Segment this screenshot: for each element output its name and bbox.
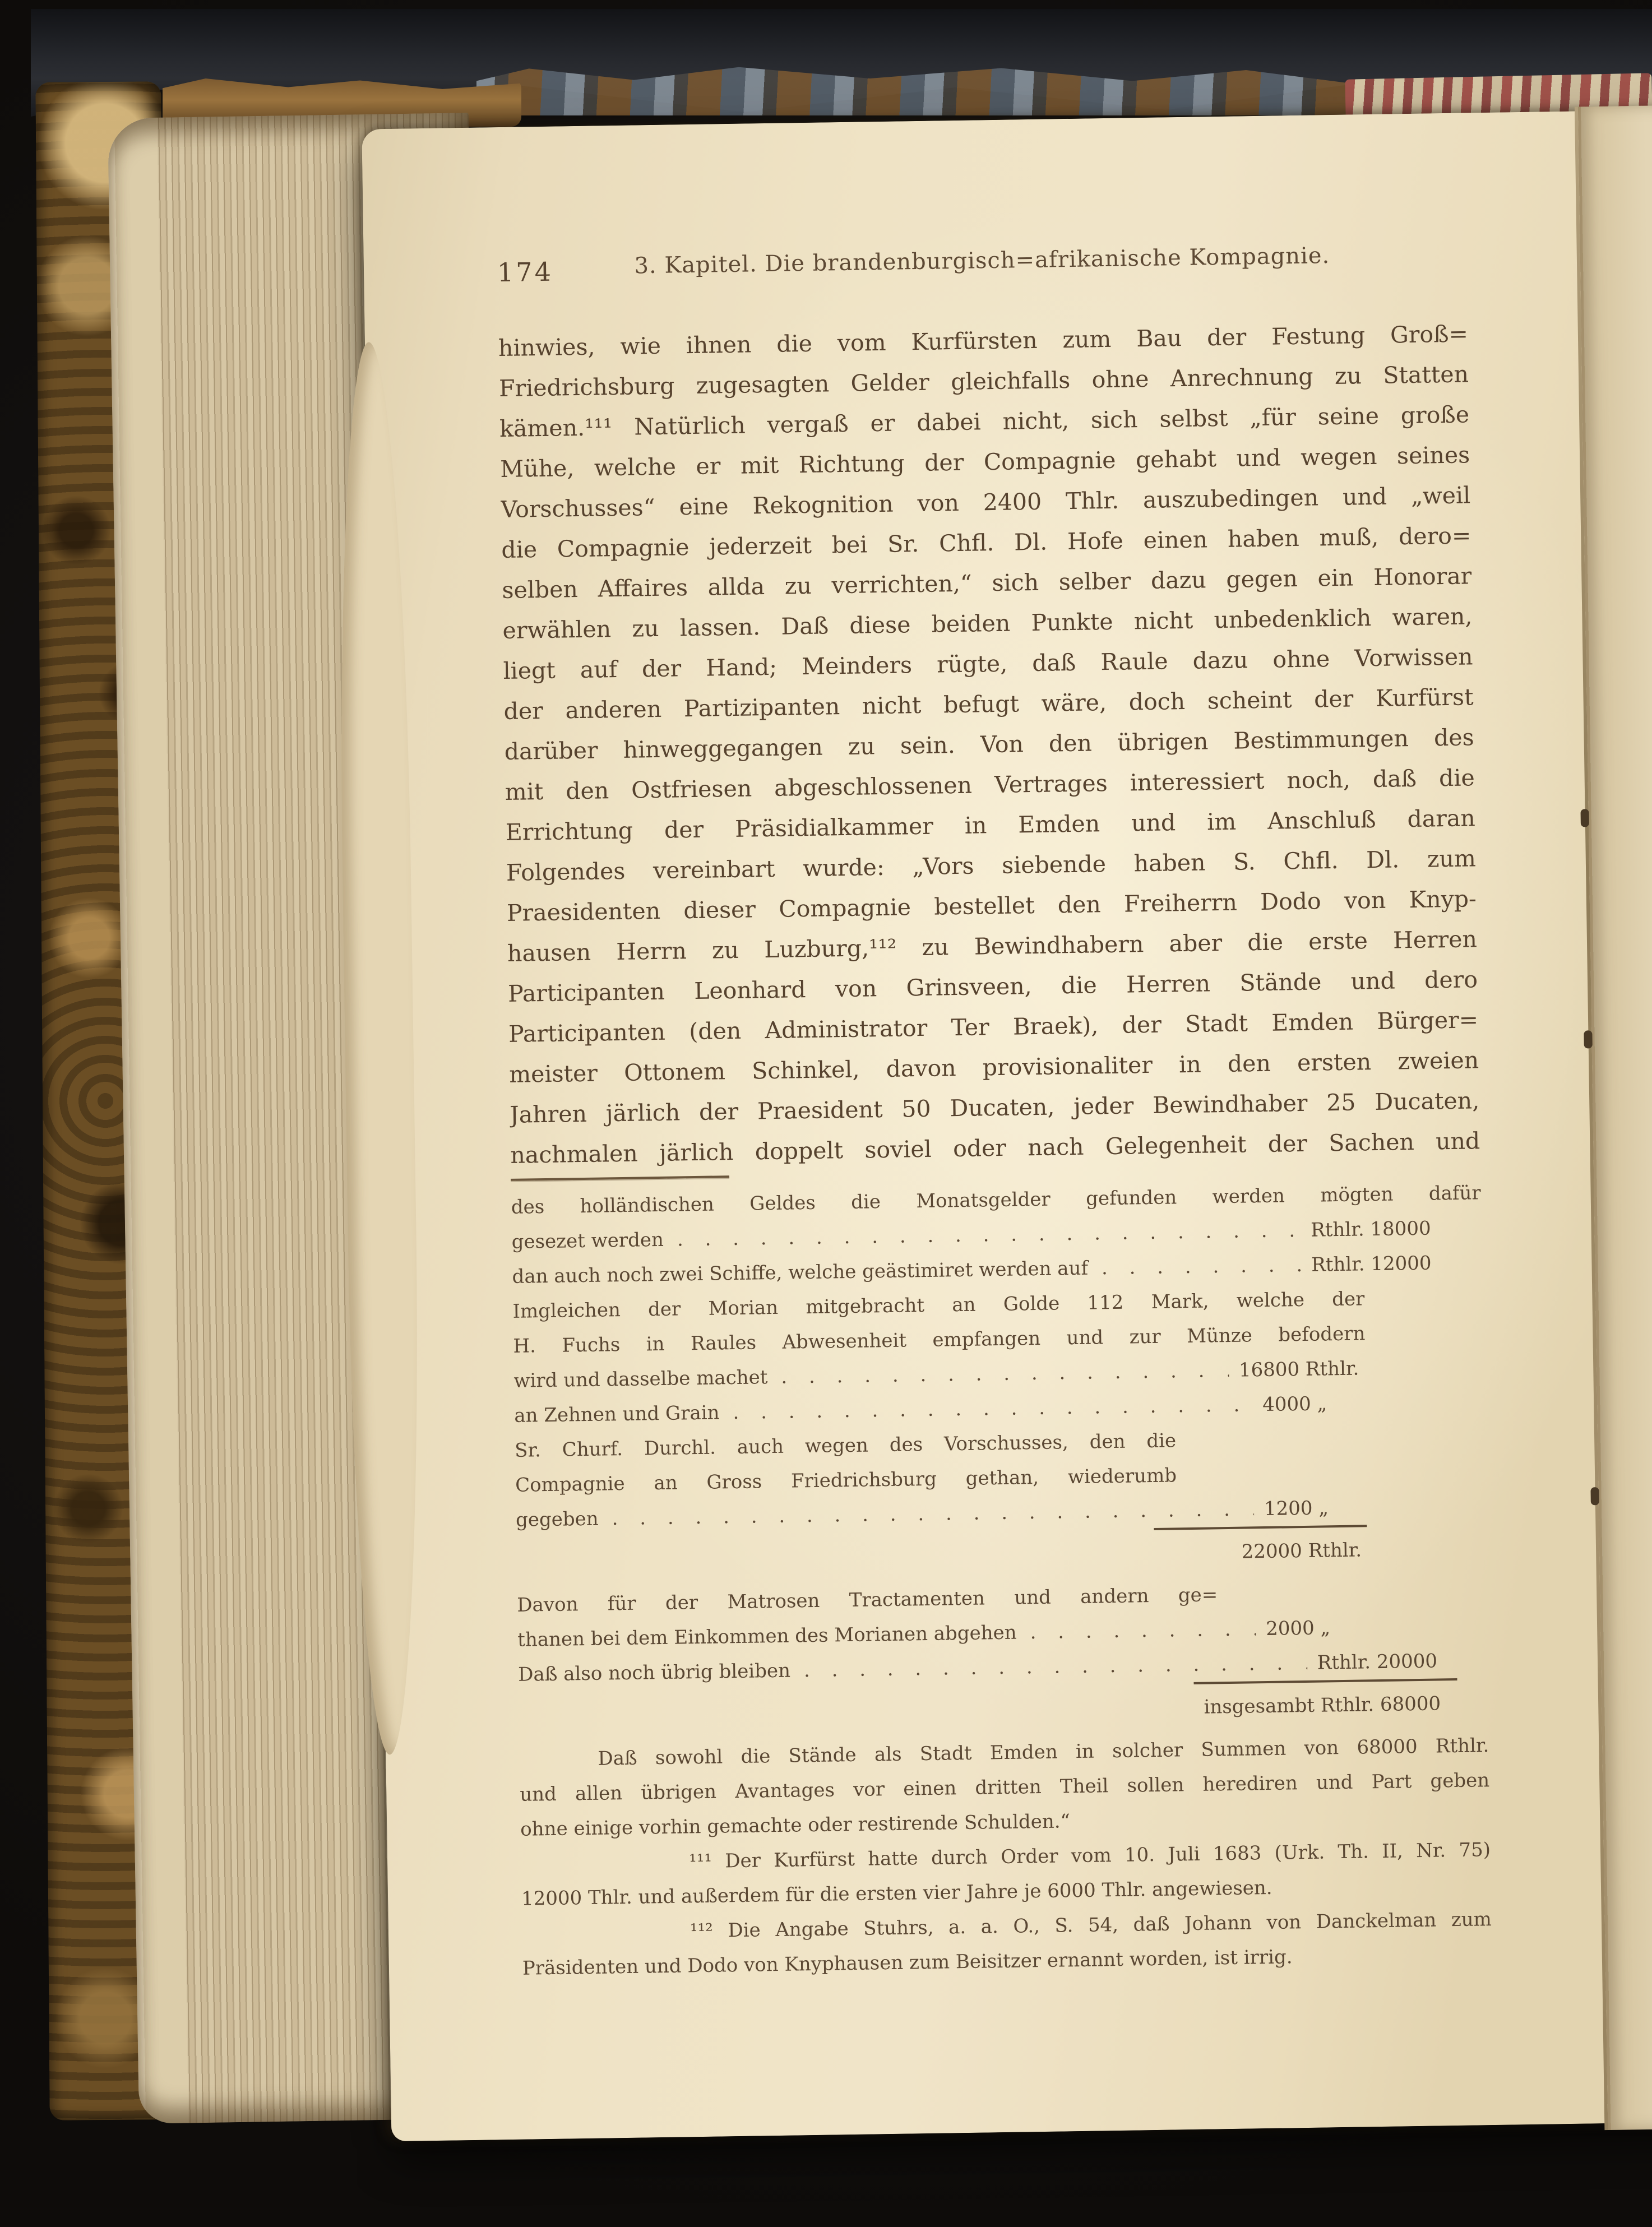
account-amount: Rthlr. 12000 [1311,1252,1432,1276]
footnote-line: ¹¹² Die Angabe Stuhrs, a. a. O., S. 54, daß Johann von Danckelman zum [690,1908,1492,1943]
body-line: selben Affaires allda zu verrichten,“ sich selber dazu gegen ein Honorar [502,562,1472,604]
footnote-block [511,1175,1492,1986]
account-amount: Rthlr. 18000 [1310,1217,1431,1242]
body-line: nachmalen järlich doppelt soviel oder nach Gelegenheit der Sachen und [510,1127,1480,1169]
dot-leader [1030,1612,1256,1650]
account-desc: thanen bei dem Einkommen des Morianen abgehen [517,1621,1017,1651]
account-desc: dan auch noch zwei Schiffe, welche geästimiret werden auf [512,1257,1089,1288]
body-line: Errichtung der Präsidialkammer in Emden und im Anschluß daran [505,804,1476,846]
body-line: mit den Ostfriesen abgeschlossenen Vertrages interessiert noch, daß die [505,764,1475,805]
book-page [362,109,1652,2141]
footnote-line: Präsidenten und Dodo von Knyphausen zum Beisitzer ernannt worden, ist irrig. [522,1946,1293,1980]
dot-leader [1102,1248,1302,1285]
account-amount: 1200 „ [1264,1497,1329,1521]
account-line: Sr. Churf. Durchl. auch wegen des Vorschusses, den die [514,1429,1177,1462]
footnote-separator-rule [511,1175,729,1181]
body-line: Participanten Leonhard von Grinsveen, die Herren Stände und dero [507,966,1478,1007]
body-line: der anderen Partizipanten nicht befugt wäre, doch scheint der Kurfürst [503,683,1474,725]
body-line: hinwies, wie ihnen die vom Kurfürsten zum Bau der Festung Groß= [498,320,1469,362]
account-line: des holländischen Geldes die Monatsgelder gefunden werden mögten dafür [511,1182,1481,1219]
account-desc: wird und dasselbe machet [513,1366,768,1392]
account-desc: an Zehnen und Grain [514,1401,720,1427]
footnote-line: Daß sowohl die Stände als Stadt Emden in solcher Summen von 68000 Rthlr. [598,1734,1489,1770]
account-desc: gegeben [515,1507,599,1531]
account-amount: 16800 Rthlr. [1238,1357,1359,1382]
body-line: die Compagnie jederzeit bei Sr. Chfl. Dl. Hofe einen haben muß, dero= [501,522,1471,564]
binding-stitch [1584,1030,1592,1048]
account-line: Compagnie an Gross Friedrichsburg gethan, wiederumb [515,1464,1177,1497]
page-number: 174 [497,256,554,288]
body-line: Participanten (den Administrator Ter Braek), der Stadt Emden Bürger= [508,1006,1479,1048]
account-desc: gesezet werden [511,1228,664,1253]
body-line: kämen.¹¹¹ Natürlich vergaß er dabei nicht, sich selbst „für seine große [499,401,1470,443]
page-content [497,240,1493,1985]
footnote-line: ¹¹¹ Der Kurfürst hatte durch Order vom 10. Juli 1683 (Urk. Th. II, Nr. 75) [688,1839,1491,1873]
account-line: Imgleichen der Morian mitgebracht an Golde 112 Mark, welche der [512,1288,1365,1323]
body-line: Jahren järlich der Praesident 50 Ducaten, jeder Bewindhaber 25 Ducaten, [509,1087,1480,1128]
account-amount: 4000 „ [1262,1392,1327,1416]
body-line: Friedrichsburg zugesagten Gelder gleichfalls ohne Anrechnung zu Statten [498,360,1469,402]
body-line: meister Ottonem Schinkel, davon provisionaliter in den ersten zweien [508,1047,1479,1088]
body-line: Mühe, welche er mit Richtung der Compagnie gehabt und wegen seines [499,441,1470,483]
page-header [497,240,1468,291]
binding-stitch [1590,1487,1599,1505]
account-total: 22000 Rthlr. [1241,1539,1362,1563]
footnote-line: ohne einige vorhin gemachte oder restirende Schulden.“ [520,1810,1071,1841]
footnote-line: 12000 Thlr. und außerdem für die ersten vier Jahre je 6000 Thlr. angewiesen. [521,1876,1272,1910]
account-total: insgesambt Rthlr. 68000 [1204,1692,1441,1719]
running-header: 3. Kapitel. Die brandenburgisch=afrikanische Kompagnie. [634,243,1330,279]
body-line: Folgendes vereinbart wurde: „Vors siebende haben S. Chfl. Dl. zum [506,845,1477,886]
footnote-line: und allen übrigen Avantages vor einen dritten Theil sollen herediren und Part geben [520,1769,1490,1806]
body-line: erwählen zu lassen. Daß diese beiden Punkte nicht unbedenklich waren, [502,603,1473,645]
body-line: Praesidenten dieser Compagnie bestellet den Freiherrn Dodo von Knyp- [506,885,1477,927]
body-line: liegt auf der Hand; Meinders rügte, daß Raule dazu ohne Vorwissen [503,643,1473,684]
account-line: Davon für der Matrosen Tractamenten und andern ge= [517,1584,1218,1617]
body-line: Vorschusses“ eine Rekognition von 2400 Thlr. auszubedingen und „weil [500,481,1471,524]
account-amount: Rthlr. 20000 [1317,1650,1438,1674]
binding-stitch [1580,809,1589,827]
account-line: H. Fuchs in Raules Abwesenheit empfangen und zur Münze befodern [513,1322,1366,1358]
body-text [498,313,1480,1175]
body-line: darüber hinweggegangen zu sein. Von den übrigen Bestimmungen des [504,724,1474,765]
body-line: hausen Herrn zu Luzburg,¹¹² zu Bewindhabern aber die erste Herren [507,925,1478,967]
account-amount: 2000 „ [1265,1617,1331,1641]
account-desc: Daß also noch übrig bleiben [517,1659,791,1686]
